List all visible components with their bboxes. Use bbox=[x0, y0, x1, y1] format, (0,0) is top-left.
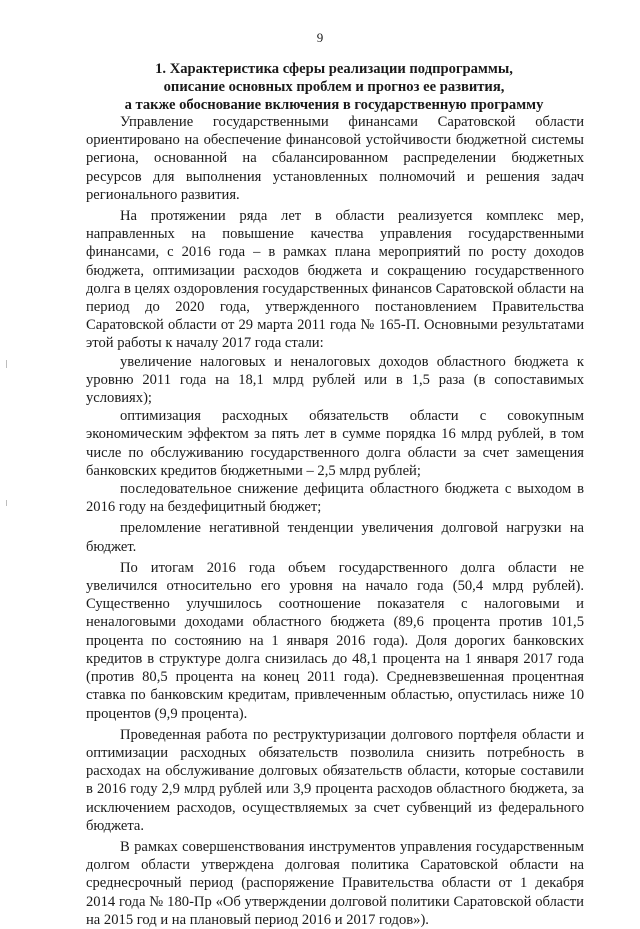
section-heading bbox=[84, 60, 584, 114]
heading-line: 1. Характеристика сферы реализации подпрограммы, bbox=[155, 61, 513, 77]
page-number: 9 bbox=[316, 30, 324, 45]
paragraph: На протяжении ряда лет в области реализуется комплекс мер, направленных на повышение качества управления государственными финансами, с 2016 года – в рамках плана мероприятий по росту доходов бюджета, оптимизации расходов бюджета и сокращению государственного долга в целях оздоровления государственных финансов Саратовской области на период до 2020 года, утвержденного постановлением Правительства Саратовской области от 29 марта 2011 года № 165-П. Основными результатами этой работы к началу 2017 года стали: bbox=[86, 208, 584, 352]
paragraph: По итогам 2016 года объем государственного долга области не увеличился относительно его уровня на начало года (50,4 млрд рублей). Существенно улучшилось соотношение показателя с налоговыми и неналоговыми доходами областного бюджета (89,6 процента против 101,5 процента по состоянию на 1 января 2016 года). Доля дорогих банковских кредитов в структуре долга снизилась до 48,1 процента на 1 января 2017 года (против 80,5 процента на конец 2011 года). Средневзвешенная процентная ставка по банковским кредитам, привлеченным областью, опустилась ниже 10 процентов (9,9 процента). bbox=[86, 559, 584, 722]
paragraph: Проведенная работа по реструктуризации долгового портфеля области и оптимизации расходных обязательств позволила снизить потребность в расходах на обслуживание долговых обязательств области, которые составили в 2016 году 2,9 млрд рублей или 3,9 процента расходов областного бюджета, за исключением расходов, осуществляемых за счет субвенций из федерального бюджета. bbox=[86, 726, 584, 834]
list-item: оптимизация расходных обязательств области с совокупным экономическим эффектом за пять лет в сумме порядка 16 млрд рублей, в том числе по обслуживанию государственного долга области за счет замещения банковских кредитов бюджетными – 2,5 млрд рублей; bbox=[86, 408, 584, 479]
scan-margin-mark bbox=[6, 360, 7, 368]
heading-line: а также обоснование включения в государственную программу bbox=[124, 97, 544, 113]
body-text bbox=[86, 113, 584, 929]
paragraph: В рамках совершенствования инструментов управления государственным долгом области утверждена долговая политика Саратовской области на среднесрочный период (распоряжение Правительства области от 1 декабря 2014 года № 180-Пр «Об утверждении долговой политики Саратовской области на 2015 год и на плановый период 2016 и 2017 годов»). bbox=[86, 838, 584, 928]
list-item: преломление негативной тенденции увеличения долговой нагрузки на бюджет. bbox=[86, 520, 584, 555]
list-item: увеличение налоговых и неналоговых доходов областного бюджета к уровню 2011 года на 18,1 млрд рублей или в 1,5 раза (в сопоставимых условиях); bbox=[86, 353, 584, 407]
heading-line: описание основных проблем и прогноз ее развития, bbox=[163, 79, 505, 95]
list-item: последовательное снижение дефицита областного бюджета с выходом в 2016 году на бездефицитный бюджет; bbox=[86, 481, 584, 516]
paragraph: Управление государственными финансами Саратовской области ориентировано на обеспечение финансовой устойчивости бюджетной системы региона, основанной на сбалансированном распределении бюджетных ресурсов для выполнения установленных полномочий и решения задач регионального развития. bbox=[86, 114, 584, 203]
scan-margin-mark bbox=[6, 500, 7, 506]
